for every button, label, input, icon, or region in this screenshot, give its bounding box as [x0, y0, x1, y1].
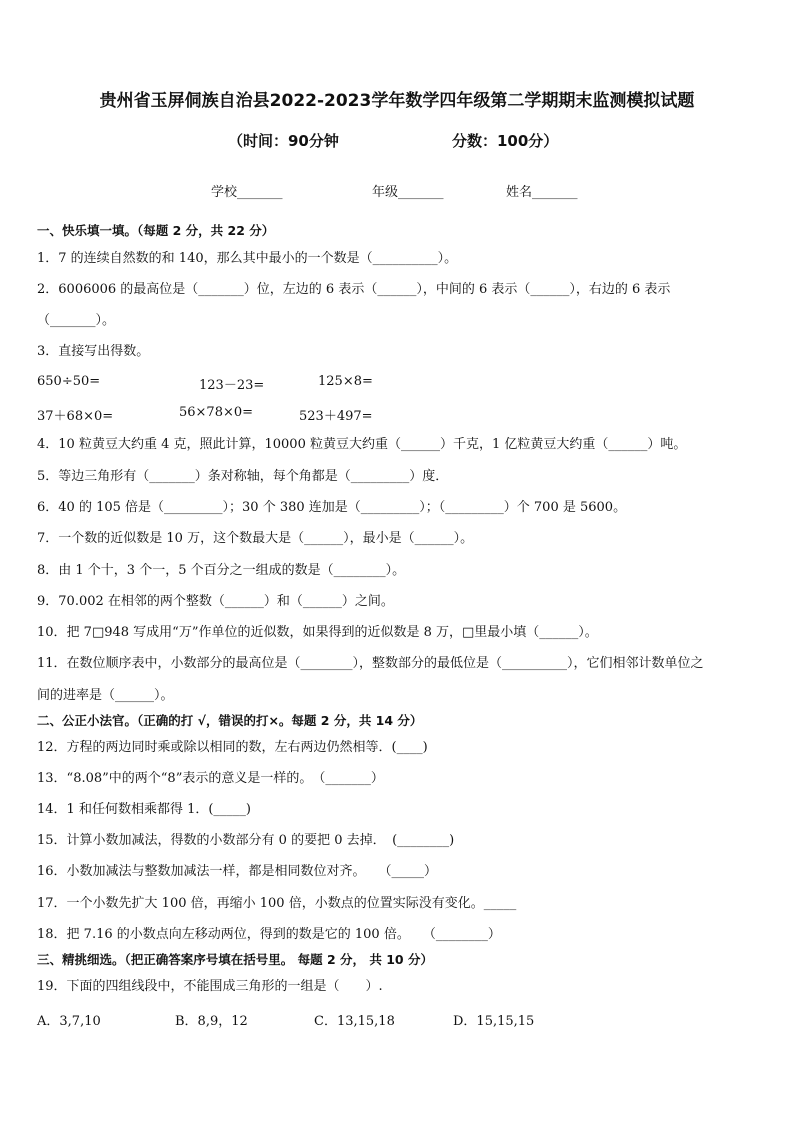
- question-15: 15．计算小数加减法，得数的小数部分有 0 的要把 0 去掉． (________): [37, 833, 455, 848]
- grade-field: 年级_______: [372, 185, 444, 200]
- q3-expr-6: 523＋497=: [299, 409, 373, 424]
- question-11-line1: 11．在数位顺序表中，小数部分的最高位是（________），整数部分的最低位是（__________），它们相邻计数单位之: [37, 656, 704, 671]
- question-7: 7．一个数的近似数是 10 万，这个数最大是（______），最小是（______）。: [37, 531, 474, 546]
- q3-expr-3: 125×8=: [318, 374, 373, 389]
- question-16: 16．小数加减法与整数加减法一样，都是相同数位对齐。 （_____）: [37, 864, 438, 879]
- school-field: 学校_______: [211, 185, 283, 200]
- question-14: 14．1 和任何数相乘都得 1．(_____): [37, 802, 251, 817]
- question-6: 6．40 的 105 倍是（_________）；30 个 380 连加是（_________）；（_________）个 700 是 5600。: [37, 500, 627, 515]
- question-2-line1: 2．6006006 的最高位是（_______）位，左边的 6 表示（______），中间的 6 表示（______），右边的 6 表示: [37, 282, 671, 297]
- q19-option-b: B．8,9，12: [175, 1014, 248, 1029]
- q3-expr-5: 56×78×0=: [179, 405, 254, 420]
- question-10: 10．把 7□948 写成用“万”作单位的近似数，如果得到的近似数是 8 万，□里最小填（______）。: [37, 625, 598, 640]
- exam-time: （时间：90分钟: [228, 132, 339, 150]
- question-5: 5．等边三角形有（_______）条对称轴，每个角都是（_________）度．: [37, 469, 449, 484]
- question-9: 9．70.002 在相邻的两个整数（______）和（______）之间。: [37, 594, 394, 609]
- question-12: 12．方程的两边同时乘或除以相同的数，左右两边仍然相等．(____): [37, 740, 428, 755]
- q3-expr-4: 37＋68×0=: [37, 409, 114, 424]
- section2-heading: 二、公正小法官。（正确的打 √，错误的打×。每题 2 分，共 14 分）: [37, 713, 423, 728]
- exam-score: 分数：100分）: [452, 132, 559, 150]
- section3-heading: 三、精挑细选。（把正确答案序号填在括号里。 每题 2 分， 共 10 分）: [37, 952, 433, 967]
- question-18: 18．把 7.16 的小数点向左移动两位，得到的数是它的 100 倍。 （________）: [37, 927, 501, 942]
- q3-expr-2: 123－23=: [199, 378, 265, 393]
- q19-option-d: D．15,15,15: [453, 1014, 535, 1029]
- name-field: 姓名_______: [506, 185, 578, 200]
- question-17: 17．一个小数先扩大 100 倍，再缩小 100 倍，小数点的位置实际没有变化。_____: [37, 896, 517, 911]
- question-3: 3．直接写出得数。: [37, 344, 150, 359]
- question-1: 1．7 的连续自然数的和 140，那么其中最小的一个数是（__________）。: [37, 251, 458, 266]
- section1-heading: 一、快乐填一填。（每题 2 分，共 22 分）: [37, 223, 275, 238]
- question-8: 8．由 1 个十，3 个一，5 个百分之一组成的数是（________）。: [37, 563, 406, 578]
- question-4: 4．10 粒黄豆大约重 4 克，照此计算，10000 粒黄豆大约重（______）千克，1 亿粒黄豆大约重（______）吨。: [37, 437, 687, 452]
- exam-title: 贵州省玉屏侗族自治县2022-2023学年数学四年级第二学期期末监测模拟试题: [99, 91, 695, 111]
- q19-option-c: C．13,15,18: [314, 1014, 395, 1029]
- question-19: 19．下面的四组线段中，不能围成三角形的一组是（ ）.: [37, 979, 383, 994]
- q3-expr-1: 650÷50=: [37, 374, 101, 389]
- question-11-line2: 间的进率是（______）。: [37, 688, 174, 703]
- question-13: 13．“8.08”中的两个“8”表示的意义是一样的。 （_______）: [37, 771, 384, 786]
- question-2-line2: （_______）。: [37, 313, 116, 328]
- q19-option-a: A．3,7,10: [37, 1014, 101, 1029]
